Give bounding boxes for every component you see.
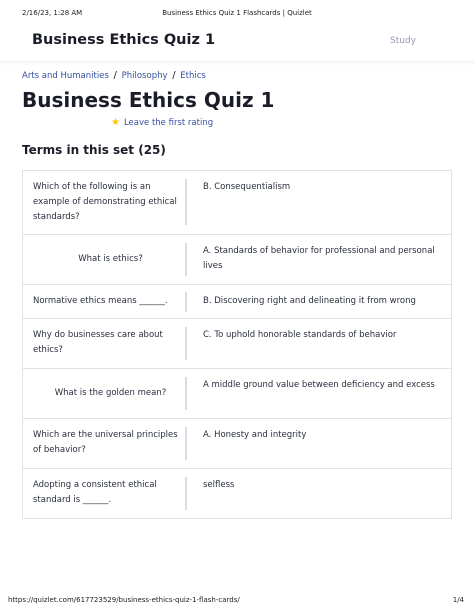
card-definition: A middle ground value between deficiency and excess: [203, 380, 435, 390]
card-term: Which of the following is an example of demonstrating ethical standards?: [33, 182, 177, 222]
flashcard-row: [23, 419, 451, 469]
breadcrumb-ethics[interactable]: Ethics: [180, 71, 206, 81]
print-page-number: 1/4: [452, 596, 464, 604]
card-divider: [185, 243, 187, 276]
card-definition: B. Discovering right and delineating it from wrong: [203, 296, 416, 306]
card-term: Normative ethics means ______.: [33, 296, 168, 306]
breadcrumb-arts-and-humanities[interactable]: Arts and Humanities: [22, 71, 109, 81]
print-url: https://quizlet.com/617723529/business-ethics-quiz-1-flash-cards/: [8, 596, 240, 604]
card-definition: A. Honesty and integrity: [203, 430, 307, 440]
print-page-title: Business Ethics Quiz 1 Flashcards | Quizlet: [162, 9, 312, 17]
print-footer: [0, 596, 474, 608]
card-definition: C. To uphold honorable standards of behavior: [203, 330, 397, 340]
page-title: Business Ethics Quiz 1: [22, 88, 275, 112]
set-title-header: Business Ethics Quiz 1: [32, 32, 216, 48]
study-button[interactable]: Study: [390, 36, 416, 46]
rating-link[interactable]: [111, 117, 213, 128]
card-term: What is the golden mean?: [54, 388, 167, 398]
card-divider: [185, 327, 187, 360]
card-divider: [185, 427, 187, 460]
breadcrumb-separator: /: [172, 70, 176, 81]
card-definition: selfless: [203, 480, 235, 490]
card-term: Adopting a consistent ethical standard is ______.: [33, 480, 157, 505]
card-definition: A. Standards of behavior for professional and personal lives: [203, 246, 435, 271]
breadcrumb-philosophy[interactable]: Philosophy: [121, 71, 168, 81]
terms-heading: Terms in this set (25): [22, 143, 166, 157]
flashcard-list: [22, 170, 452, 519]
flashcard-row: [23, 171, 451, 235]
print-header: [0, 9, 474, 21]
card-divider: [185, 377, 187, 410]
card-divider: [185, 179, 187, 225]
flashcard-row: [23, 319, 451, 369]
card-divider: [185, 292, 187, 312]
star-icon: ★: [111, 117, 120, 128]
rating-label: Leave the first rating: [123, 118, 214, 128]
top-bar: [0, 22, 474, 62]
print-date: 2/16/23, 1:28 AM: [22, 9, 83, 17]
card-divider: [185, 477, 187, 510]
card-definition: B. Consequentialism: [203, 182, 291, 192]
breadcrumb-separator: /: [113, 70, 117, 81]
card-term: What is ethics?: [78, 254, 143, 264]
flashcard-row: [23, 285, 451, 319]
breadcrumb: [22, 70, 206, 81]
card-term: Which are the universal principles of behavior?: [33, 430, 178, 455]
card-term: Why do businesses care about ethics?: [33, 330, 163, 355]
flashcard-row: [23, 369, 451, 419]
flashcard-row: [23, 469, 451, 519]
flashcard-row: [23, 235, 451, 285]
